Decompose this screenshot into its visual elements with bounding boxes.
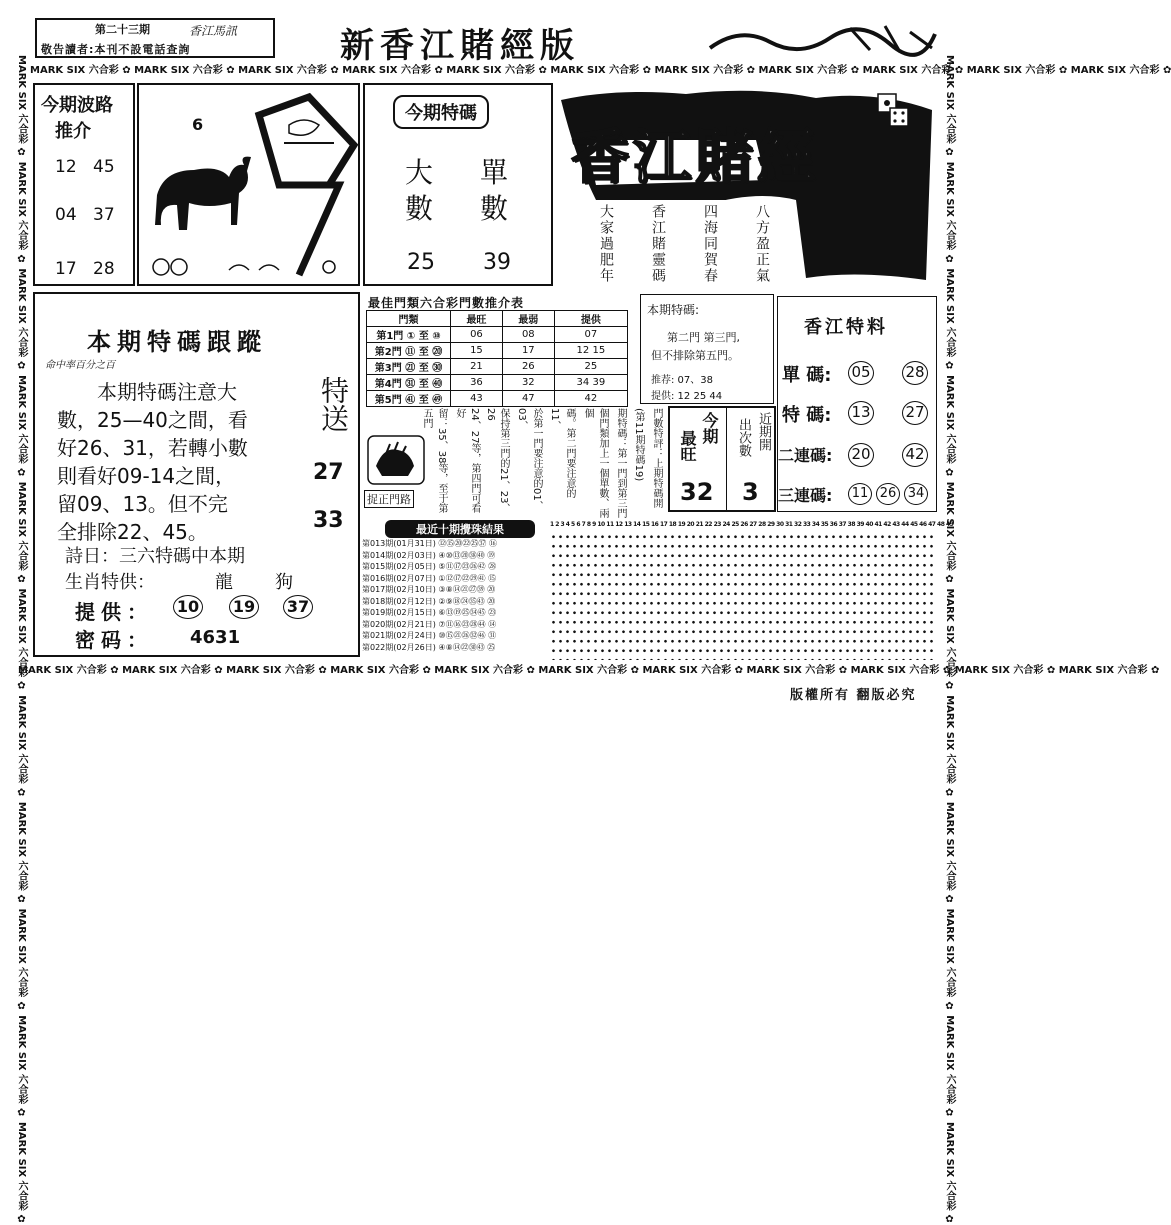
- special-gift-num-1: 27: [313, 460, 344, 485]
- hot-label-a: 最旺: [678, 430, 697, 462]
- result-row: [362, 607, 542, 619]
- hot-label-d: 近期開: [756, 412, 771, 451]
- provide-label: 提供：: [75, 600, 153, 624]
- results-list: [362, 538, 542, 653]
- zodiac-2: 狗: [275, 572, 293, 593]
- logo-area: [556, 80, 936, 290]
- ink-splash-icon: [700, 20, 940, 56]
- tracking-line-3: 好26、31，若轉小數: [57, 436, 248, 460]
- gate-tip-recommend: 推荐: 07、38: [651, 375, 713, 386]
- hot-number-box: [668, 406, 776, 512]
- result-label: 第013期(01月31日): [362, 539, 436, 548]
- result-row: [362, 538, 542, 550]
- table-row: [367, 359, 628, 375]
- special-gift-num-2: 33: [313, 508, 344, 533]
- gate-tip-line-1: 第二門 第三門,: [667, 331, 740, 344]
- table-cell: 第3門 ㉑ 至 ㉚: [367, 359, 451, 375]
- slogans: [596, 204, 772, 294]
- xj-row-4-num-2: 26: [876, 483, 900, 505]
- special-gift-label: 特送: [317, 376, 350, 432]
- header-scribble: [700, 20, 940, 56]
- result-row: [362, 642, 542, 654]
- xj-row-1-label: 單 碼:: [782, 365, 832, 386]
- tracking-line-2: 數，25—40之間，看: [57, 408, 248, 432]
- table-cell: 12 15: [554, 343, 627, 359]
- tracking-line-6: 全排除22、45。: [57, 520, 208, 544]
- table-cell: 26: [502, 359, 554, 375]
- result-row: [362, 573, 542, 585]
- result-nums: ⑫⑮⑳㉒㉕㊲ ⑯: [438, 539, 497, 548]
- table-cell: 21: [451, 359, 503, 375]
- poem-line: 詩日：三六特碼中本期: [65, 546, 245, 567]
- table-cell: 06: [451, 327, 503, 343]
- gate-table-wrap: [366, 310, 628, 407]
- table-row: [367, 343, 628, 359]
- tracking-title: 本期特碼跟蹤: [87, 327, 267, 356]
- result-nums: ③⑧⑭㉑㉗㊴ ⑳: [438, 585, 496, 594]
- slogan-1: 大家過肥年: [598, 204, 614, 284]
- gate-col-cold: 最弱: [502, 311, 554, 327]
- result-nums: ⑥⑬⑲㉕㉞㊺ ㉓: [438, 608, 497, 617]
- result-label: 第018期(02月12日): [362, 596, 436, 606]
- right-border-strip: MARK SIX 六合彩 ✿ MARK SIX 六合彩 ✿ MARK SIX 六合彩 ✿ MARK SIX 六合彩 ✿ MARK SIX 六合彩 ✿ MARK SIX 六合彩 ✿ MARK SIX 六合彩 ✿ MARK SIX 六合彩 ✿ MARK SIX 六合彩 ✿ MARK SIX 六合彩 ✿ MARK SIX 六合彩 ✿: [944, 55, 955, 1225]
- table-cell: 第1門 ① 至 ⑩: [367, 327, 451, 343]
- tracking-line-5: 留09、13。但不完: [57, 492, 228, 516]
- table-cell: 36: [451, 375, 503, 391]
- wave-num-2-2: 37: [93, 205, 115, 225]
- special-odd: 單: [480, 156, 509, 189]
- table-cell: 43: [451, 391, 503, 407]
- special-code-title: 今期特碼: [393, 95, 489, 129]
- gate-tip-label: 本期特碼:: [647, 303, 700, 317]
- table-cell: 34 39: [554, 375, 627, 391]
- dot-grid: [550, 532, 936, 660]
- dot-grid-header: 1 2 3 4 5 6 7 8 9 10 11 12 13 14 15 16 17 18 19 20 21 22 23 24 25 26 27 28 29 30 31 32 33 34 35 36 37 38 39 40 41 42 43 44 45 46 47 48 49: [550, 521, 954, 528]
- vertical-line: 24、27等，第四門可看好: [454, 408, 480, 514]
- result-label: 第020期(02月21日): [362, 619, 436, 629]
- gate-col-hot: 最旺: [451, 311, 503, 327]
- gate-tip-box: [640, 294, 774, 404]
- catch-gate-label: 捉正門路: [364, 490, 414, 508]
- issue-badge: [35, 18, 275, 58]
- result-row: [362, 596, 542, 608]
- page-title: 新香江賭經版: [340, 26, 580, 66]
- vertical-line: 保持第三門的21、23、26: [485, 408, 509, 514]
- table-cell: 第5門 ㊶ 至 ㊾: [367, 391, 451, 407]
- slogan-3: 四海同賀春: [702, 204, 718, 284]
- xj-row-4-label: 三連碼:: [778, 486, 833, 505]
- hot-num-2: 3: [742, 478, 759, 506]
- vertical-line: (第11期特碼19): [633, 408, 644, 482]
- table-cell: 17: [502, 343, 554, 359]
- wave-num-2-1: 04: [55, 205, 77, 225]
- tracking-handwritten: 命中率百分之百: [45, 360, 115, 371]
- xj-row-4-num-1: 11: [848, 483, 872, 505]
- tracking-box: [33, 292, 360, 657]
- slogan-2: 香江賭靈碼: [650, 204, 666, 284]
- riddle-number: 6: [192, 115, 204, 134]
- result-label: 第015期(02月05日): [362, 562, 436, 571]
- provide-num-2: 19: [229, 595, 259, 619]
- provide-num-1: 10: [173, 595, 203, 619]
- logo-text: 香江賭經: [571, 123, 820, 191]
- vertical-commentary: [421, 408, 664, 520]
- result-label: 第017期(02月10日): [362, 585, 436, 594]
- table-row: [367, 327, 628, 343]
- wave-recommend-box: [33, 83, 135, 286]
- copyright-notice: 版權所有 翻版必究: [790, 688, 917, 703]
- gate-tip-line-2: 但不排除第五門。: [651, 349, 739, 362]
- gate-col-type: 門類: [367, 311, 451, 327]
- ox-illustration-icon: [139, 85, 358, 284]
- vertical-line: 個門類加上一個單數、兩個: [582, 408, 608, 518]
- result-label: 第019期(02月15日): [362, 608, 436, 617]
- result-nums: ④⑧⑭㉒㉚㊸ ㉕: [438, 642, 496, 652]
- provide-num-3: 37: [283, 595, 313, 619]
- vertical-line: 門數特評：上期特碼開: [651, 408, 662, 508]
- result-nums: ⑩⑮㉑㉖㉜㊻ ㉛: [438, 631, 497, 640]
- result-nums: ②⑨⑱㉔㉟㊸ ⑳: [438, 596, 496, 606]
- left-border-strip: MARK SIX 六合彩 ✿ MARK SIX 六合彩 ✿ MARK SIX 六合彩 ✿ MARK SIX 六合彩 ✿ MARK SIX 六合彩 ✿ MARK SIX 六合彩 ✿ MARK SIX 六合彩 ✿ MARK SIX 六合彩 ✿ MARK SIX 六合彩 ✿ MARK SIX 六合彩 ✿ MARK SIX 六合彩 ✿: [16, 55, 27, 1225]
- zodiac-label: 生肖特供：: [65, 572, 155, 593]
- hot-divider: [726, 408, 727, 510]
- picture-riddle-box: [137, 83, 360, 286]
- dice-icon: [876, 92, 912, 128]
- notice-text: 敬告讀者:本刊不設電話查詢: [41, 43, 191, 56]
- hot-num-1: 32: [680, 478, 714, 506]
- hot-label-b: 今期: [700, 412, 719, 444]
- xj-row-2-num-1: 13: [848, 401, 874, 425]
- password-label: 密码：: [75, 628, 153, 652]
- result-row: [362, 630, 542, 642]
- vertical-line: 期特碼：第一門到第三門: [615, 408, 626, 518]
- wave-num-3-1: 17: [55, 259, 77, 279]
- result-label: 第016期(02月07日): [362, 573, 436, 583]
- hot-label-c: 出次數: [736, 418, 751, 457]
- table-cell: 第4門 ㉛ 至 ㊵: [367, 375, 451, 391]
- xj-row-2-num-2: 27: [902, 401, 928, 425]
- gate-table: [366, 310, 628, 407]
- xj-row-3-label: 二連碼:: [778, 446, 833, 465]
- wave-subtitle: 推介: [55, 121, 91, 142]
- result-label: 第022期(02月26日): [362, 642, 436, 652]
- table-cell: 32: [502, 375, 554, 391]
- issue-number: 第二十三期: [95, 23, 150, 36]
- result-nums: ⑦⑪⑯㉓㉘㊹ ⑭: [438, 619, 497, 629]
- xj-row-2-label: 特 碼:: [782, 405, 832, 426]
- wave-title: 今期波路: [41, 95, 113, 116]
- table-cell: 08: [502, 327, 554, 343]
- xiangjiang-special-box: [777, 296, 937, 512]
- special-num-1: 25: [407, 250, 435, 275]
- xj-row-3-num-2: 42: [902, 443, 928, 467]
- xiangjiang-title: 香江特料: [804, 317, 888, 338]
- table-cell: 15: [451, 343, 503, 359]
- special-odd-2: 數: [480, 192, 509, 225]
- zodiac-1: 龍: [215, 572, 233, 593]
- password-value: 4631: [190, 627, 241, 648]
- result-nums: ④⑩⑬⑳㊳㊵ ⑲: [438, 550, 496, 560]
- tracking-line-4: 則看好09-14之間，: [57, 464, 236, 488]
- results-title: 最近十期攪珠結果: [385, 520, 535, 538]
- wave-num-3-2: 28: [93, 259, 115, 279]
- xj-row-1-num-1: 05: [848, 361, 874, 385]
- slogan-4: 八方盈正氣: [754, 204, 770, 284]
- brand-small: 香江馬訊: [189, 24, 238, 38]
- table-cell: 25: [554, 359, 627, 375]
- table-cell: 47: [502, 391, 554, 407]
- wave-num-1-1: 12: [55, 157, 77, 177]
- gate-tip-provide: 提供: 12 25 44: [651, 391, 723, 402]
- gate-table-caption: 最佳門類六合彩門數推介表: [368, 296, 525, 310]
- xj-row-1-num-2: 28: [902, 361, 928, 385]
- table-cell: 第2門 ⑪ 至 ⑳: [367, 343, 451, 359]
- gate-table-header: [367, 311, 628, 327]
- table-cell: 42: [554, 391, 627, 407]
- xj-row-4-num-3: 34: [904, 483, 928, 505]
- wave-num-1-2: 45: [93, 157, 115, 177]
- top-border-strip: MARK SIX 六合彩 ✿ MARK SIX 六合彩 ✿ MARK SIX 六合彩 ✿ MARK SIX 六合彩 ✿ MARK SIX 六合彩 ✿ MARK SIX 六合彩 ✿ MARK SIX 六合彩 ✿ MARK SIX 六合彩 ✿ MARK SIX 六合彩 ✿ MARK SIX 六合彩 ✿ MARK SIX 六合彩 ✿: [30, 65, 1171, 76]
- vertical-line: 於第一門要注意的01、03、: [516, 408, 542, 511]
- result-row: [362, 619, 542, 631]
- result-row: [362, 584, 542, 596]
- gate-col-provide: 提供: [554, 311, 627, 327]
- vertical-line: 碼。第二門要注意的11、: [549, 408, 575, 498]
- result-row: [362, 561, 542, 573]
- special-big-2: 數: [405, 192, 434, 225]
- tracking-line-1: 本期特碼注意大: [97, 380, 237, 404]
- xj-row-3-num-1: 20: [848, 443, 874, 467]
- table-row: [367, 391, 628, 407]
- bottom-border-strip: MARK SIX 六合彩 ✿ MARK SIX 六合彩 ✿ MARK SIX 六合彩 ✿ MARK SIX 六合彩 ✿ MARK SIX 六合彩 ✿ MARK SIX 六合彩 ✿ MARK SIX 六合彩 ✿ MARK SIX 六合彩 ✿ MARK SIX 六合彩 ✿ MARK SIX 六合彩 ✿ MARK SIX 六合彩 ✿: [18, 665, 1160, 676]
- result-row: [362, 550, 542, 562]
- result-nums: ①⑫⑰㉒㉙㊶ ⑮: [438, 573, 497, 583]
- vertical-line: 留：35、38等，至于第五門: [421, 408, 447, 514]
- special-code-box: [363, 83, 553, 286]
- result-label: 第021期(02月24日): [362, 631, 436, 640]
- table-cell: 07: [554, 327, 627, 343]
- table-row: [367, 375, 628, 391]
- result-nums: ⑤⑪⑰㉓㉖㊷ ㉘: [438, 562, 497, 571]
- result-label: 第014期(02月03日): [362, 550, 436, 560]
- special-num-2: 39: [483, 250, 511, 275]
- special-big: 大: [405, 156, 434, 189]
